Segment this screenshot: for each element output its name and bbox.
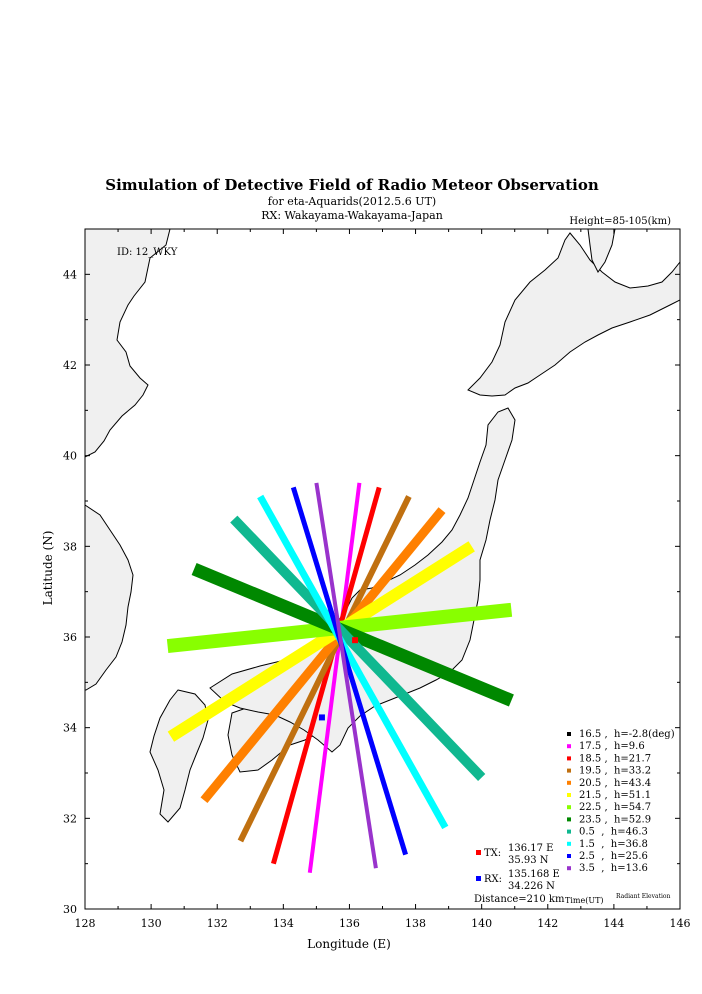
x-tick-label: 136 — [338, 917, 360, 930]
tx-label: TX: — [484, 848, 502, 859]
legend-swatch — [567, 817, 571, 821]
legend-swatch — [567, 842, 571, 846]
legend — [567, 729, 675, 874]
legend-entry: 0.5 , h=46.3 — [579, 826, 648, 838]
chart-title: Simulation of Detective Field of Radio Meteor Observation — [105, 176, 599, 194]
legend-radiant-label: Radiant Elevation — [616, 893, 671, 900]
x-axis-label: Longitude (E) — [307, 937, 391, 951]
height-note: Height=85-105(km) — [569, 216, 671, 227]
x-tick-label: 130 — [140, 917, 162, 930]
legend-swatch — [567, 830, 571, 834]
honshu-landmass — [210, 408, 515, 752]
legend-swatch — [567, 744, 571, 748]
y-tick-label: 36 — [63, 631, 77, 644]
y-tick-label: 42 — [63, 359, 77, 372]
y-axis-label: Latitude (N) — [41, 530, 55, 606]
x-tick-label: 138 — [405, 917, 427, 930]
legend-entry: 3.5 , h=13.6 — [579, 863, 648, 875]
legend-swatch — [567, 854, 571, 858]
x-tick-label: 144 — [603, 917, 625, 930]
x-tick-label: 132 — [206, 917, 228, 930]
chart-subtitle-receiver: RX: Wakayama-Wakayama-Japan — [261, 209, 443, 222]
rx-label: RX: — [484, 874, 503, 885]
legend-entry: 17.5 , h=9.6 — [579, 741, 645, 753]
legend-entry: 2.5 , h=25.6 — [579, 851, 648, 862]
legend-swatch — [567, 866, 571, 870]
legend-swatch — [567, 805, 571, 809]
id-label: ID: 12_WKY — [117, 247, 178, 258]
x-tick-label: 128 — [74, 917, 96, 930]
tx-lat: 35.93 N — [508, 855, 549, 866]
rx-marker — [476, 876, 481, 881]
distance-label: Distance=210 km — [474, 894, 565, 905]
legend-entry: 19.5 , h=33.2 — [579, 765, 652, 777]
chart-subtitle-event: for eta-Aquarids(2012.5.6 UT) — [267, 195, 437, 208]
mainland-asia-landmass — [85, 229, 170, 457]
legend-time-label: Time(UT) — [565, 896, 604, 905]
legend-entry: 1.5 , h=36.8 — [579, 838, 648, 850]
tx-lon: 136.17 E — [508, 843, 554, 854]
hokkaido-landmass — [468, 233, 680, 396]
rx-lon: 135.168 E — [508, 869, 560, 880]
x-tick-label: 142 — [537, 917, 559, 930]
tx-marker — [476, 850, 481, 855]
rx-station-point — [319, 714, 325, 720]
y-tick-label: 38 — [63, 540, 77, 554]
legend-entry: 23.5 , h=52.9 — [579, 814, 652, 826]
y-tick-label: 44 — [63, 268, 77, 282]
legend-entry: 16.5 , h=-2.8(deg) — [579, 729, 675, 740]
legend-swatch — [567, 769, 571, 773]
x-tick-label: 146 — [669, 917, 691, 930]
legend-entry: 18.5 , h=21.7 — [579, 753, 652, 765]
y-tick-label: 30 — [63, 903, 77, 916]
x-tick-label: 134 — [272, 917, 294, 930]
rx-lat: 34.226 N — [508, 881, 555, 892]
korea-landmass — [85, 505, 133, 690]
legend-entry: 21.5 , h=51.1 — [579, 790, 652, 801]
y-tick-label: 34 — [63, 721, 77, 735]
legend-swatch — [567, 732, 571, 736]
legend-entry: 20.5 , h=43.4 — [579, 777, 652, 789]
kyushu-landmass — [150, 690, 208, 822]
legend-swatch — [567, 756, 571, 760]
tx-station-point — [352, 637, 358, 643]
y-tick-label: 32 — [63, 812, 77, 826]
legend-swatch — [567, 781, 571, 785]
y-tick-label: 40 — [63, 449, 77, 463]
legend-entry: 22.5 , h=54.7 — [579, 802, 652, 814]
x-tick-label: 140 — [471, 917, 493, 930]
legend-swatch — [567, 793, 571, 797]
